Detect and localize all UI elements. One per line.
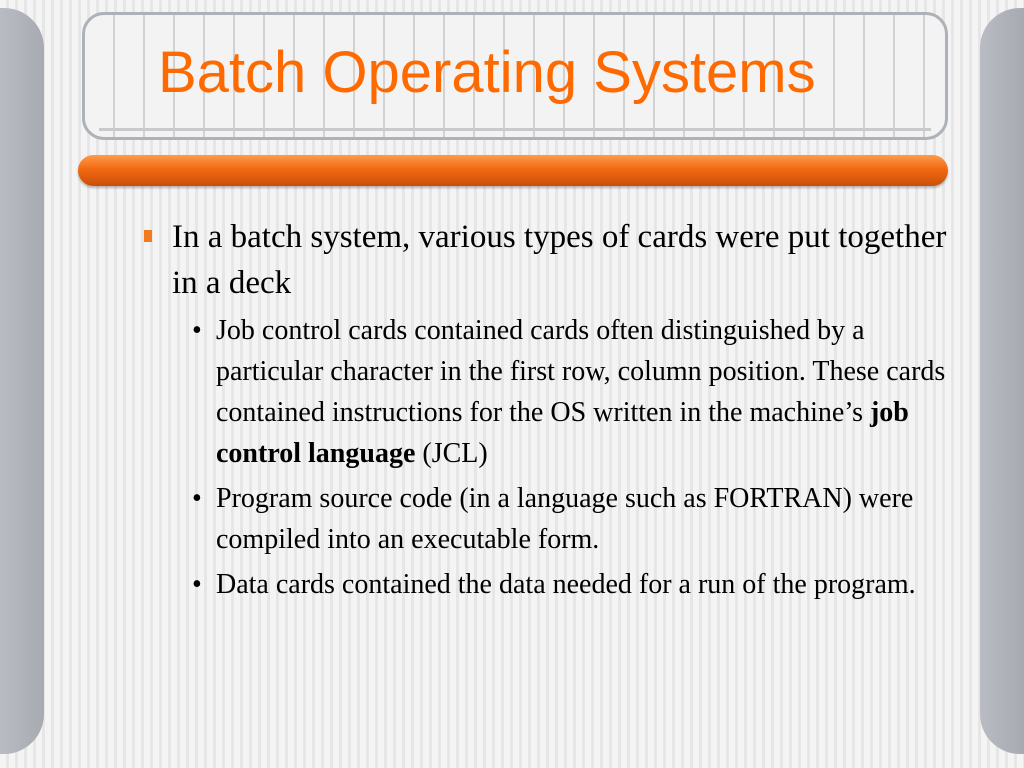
sub-bullet-program-source <box>138 478 948 560</box>
right-decor-bar <box>980 8 1024 754</box>
sub-bullet-data-cards <box>138 564 948 605</box>
sub-bullet-text: Job control cards contained cards often distinguished by a particular character in the first row, column position. These cards contained instructions for the OS written in the machine’s <box>216 315 946 428</box>
sub-bullet-text-end: (JCL) <box>415 438 488 469</box>
left-decor-bar <box>0 8 44 754</box>
main-bullet-text: In a batch system, various types of cards were put together in a deck <box>172 219 947 301</box>
sub-bullet-text: Data cards contained the data needed for a run of the program. <box>216 569 916 600</box>
slide-title: Batch Operating Systems <box>158 40 816 105</box>
dot-bullet-icon: • <box>192 569 202 600</box>
slide-content <box>138 214 948 605</box>
dot-bullet-icon: • <box>192 315 202 346</box>
square-bullet-icon <box>144 230 152 242</box>
dot-bullet-icon: • <box>192 483 202 514</box>
title-underline-bar <box>78 155 948 186</box>
sub-bullet-text: Program source code (in a language such as FORTRAN) were compiled into an executable form. <box>216 483 914 555</box>
bold-term: job control language <box>216 397 909 469</box>
sub-bullet-job-control <box>138 310 948 474</box>
main-bullet <box>138 214 948 306</box>
